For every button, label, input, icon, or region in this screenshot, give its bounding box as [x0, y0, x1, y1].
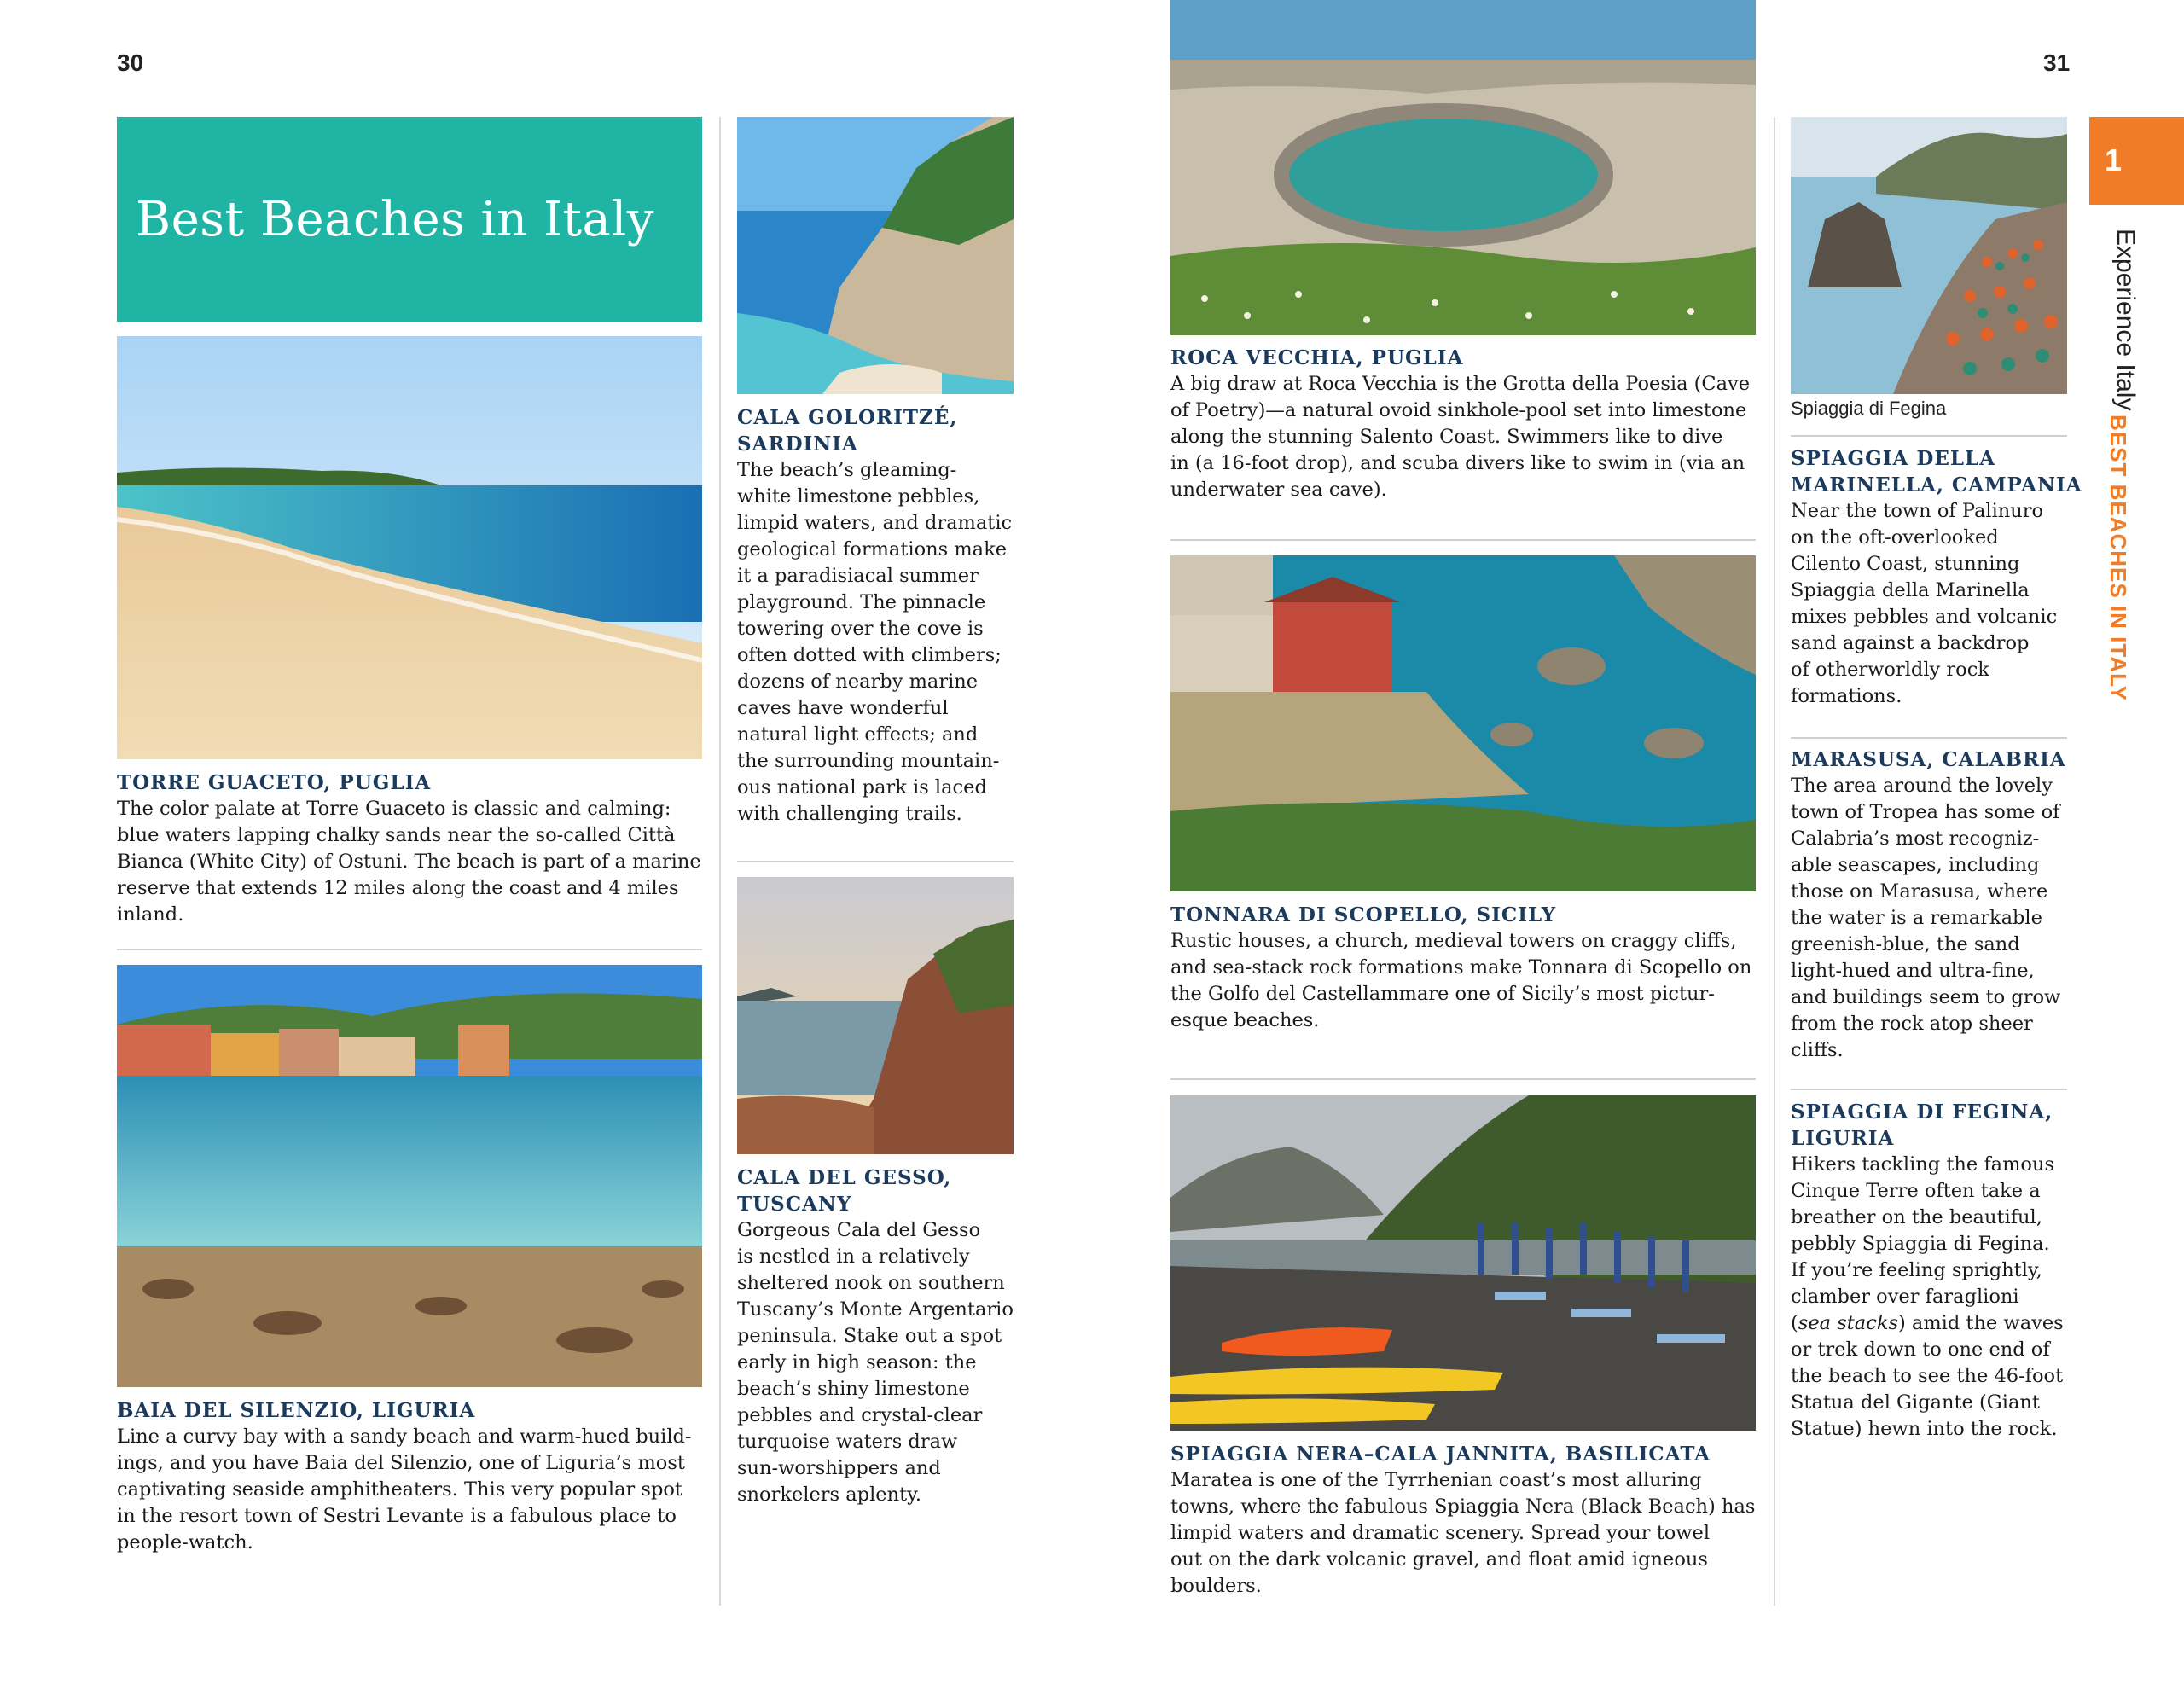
column-divider: [1774, 117, 1775, 1606]
page-number-right: 31: [2043, 49, 2071, 76]
section-title-vertical: Experience Italy: [2111, 229, 2140, 411]
torre-guaceto-photo: [117, 336, 702, 759]
baia-text: Line a curvy bay with a sandy beach and warm-hued build- ings, and you have Baia del Silenzio, one of Liguria’s most captivating seaside amphitheaters. This very popular spot in the resort town of Sestri Levante is a fabulous place to people-watch.: [117, 1426, 692, 1553]
tonnara-di-scopello-photo: [1170, 555, 1756, 891]
section-divider: [1170, 1078, 1756, 1080]
chapter-number-tab: [2089, 117, 2184, 205]
section-divider: [1791, 1089, 2067, 1090]
section-divider: [1170, 539, 1756, 541]
tonnara-heading: TONNARA DI SCOPELLO, SICILY: [1170, 903, 1557, 926]
tonnara-text: Rustic houses, a church, medieval towers on craggy cliffs, and sea-stack rock formations make Tonnara di Scopello on the Golfo del Castellammare one of Sicily’s most pictur- esque beaches.: [1170, 930, 1752, 1031]
section-divider: [1791, 737, 2067, 739]
cala-goloritze-photo: [737, 117, 1014, 394]
chapter-title-vertical: BEST BEACHES IN ITALY: [2106, 415, 2131, 701]
roca-vecchia-photo: [1170, 0, 1756, 335]
section-divider: [1791, 435, 2067, 437]
nera-heading: SPIAGGIA NERA–CALA JANNITA, BASILICATA: [1170, 1443, 1711, 1466]
marinella-heading: SPIAGGIA DELLA MARINELLA, CAMPANIA: [1791, 447, 2082, 496]
fegina-photo-caption: Spiaggia di Fegina: [1791, 398, 1947, 419]
title-banner: [117, 117, 702, 322]
spiaggia-di-fegina-photo: [1791, 117, 2067, 394]
marasusa-heading: MARASUSA, CALABRIA: [1791, 748, 2066, 771]
page-number-left: 30: [117, 49, 144, 76]
torre-heading: TORRE GUACETO, PUGLIA: [117, 771, 432, 794]
cala-del-gesso-photo: [737, 877, 1014, 1154]
baia-heading: BAIA DEL SILENZIO, LIGURIA: [117, 1399, 476, 1422]
marasusa-text: The area around the lovely town of Tropea has some of Calabria’s most recogniz- able seascapes, including those on Marasusa, where the water is a remarkable greenish-blue, the sand light-hued and ultra-fine, and buildings seem to grow from the rock atop sheer cliffs.: [1791, 775, 2061, 1061]
gesso-heading: CALA DEL GESSO, TUSCANY: [737, 1166, 952, 1216]
nera-text: Maratea is one of the Tyrrhenian coast’s most alluring towns, where the fabulous Spiaggia Nera (Black Beach) has limpid waters and dramatic scenery. Spread your towel out on the dark volcanic gravel, and float amid igneous boulders.: [1170, 1469, 1756, 1597]
gesso-text: Gorgeous Cala del Gesso is nestled in a relatively sheltered nook on southern Tuscany’s Monte Argentario peninsula. Stake out a spot early in high season: the beach’s shiny limestone pebbles and crystal-clear turquoise waters draw sun-worshippers and snorkelers aplenty.: [737, 1219, 1014, 1506]
marinella-text: Near the town of Palinuro on the oft-overlooked Cilento Coast, stunning Spiaggia della Marinella mixes pebbles and volcanic sand against a backdrop of otherworldly rock formations.: [1791, 500, 2058, 707]
goloritze-text: The beach’s gleaming- white limestone pebbles, limpid waters, and dramatic geological formations make it a paradisiacal summer playground. The pinnacle towering over the cove is often dotted with climbers; dozens of nearby marine caves have wonderful natural light effects; and the surrounding mountain- ous national park is laced with challenging trails.: [737, 459, 1013, 825]
goloritze-heading: CALA GOLORITZÉ, SARDINIA: [737, 406, 958, 456]
fegina-heading: SPIAGGIA DI FEGINA, LIGURIA: [1791, 1100, 2053, 1150]
column-divider: [719, 117, 721, 1606]
section-divider: [117, 949, 702, 950]
roca-heading: ROCA VECCHIA, PUGLIA: [1170, 346, 1464, 369]
baia-del-silenzio-photo: [117, 965, 702, 1387]
section-divider: [737, 861, 1014, 862]
chapter-number: 1: [2105, 142, 2123, 177]
roca-text: A big draw at Roca Vecchia is the Grotta della Poesia (Cave of Poetry)—a natural ovoid sinkhole-pool set into limestone along the stunning Salento Coast. Swimmers like to dive in (a 16-foot drop), and scuba divers like to swim in (via an underwater sea cave).: [1170, 373, 1751, 501]
torre-text: The color palate at Torre Guaceto is classic and calming: blue waters lapping chalky sands near the so-called Città Bianca (White City) of Ostuni. The beach is part of a marine reserve that extends 12 miles along the coast and 4 miles inland.: [117, 798, 701, 926]
page-title: Best Beaches in Italy: [136, 192, 654, 247]
spiaggia-nera-photo: [1170, 1095, 1756, 1431]
fegina-text: Hikers tackling the famous Cinque Terre often take a breather on the beautiful, pebbly Spiaggia di Fegina. If you’re feeling sprightly, clamber over faraglioni (sea stacks) amid the waves or trek down to one end of the beach to see the 46-foot Statua del Gigante (Giant Statue) hewn into the rock.: [1791, 1153, 2064, 1440]
